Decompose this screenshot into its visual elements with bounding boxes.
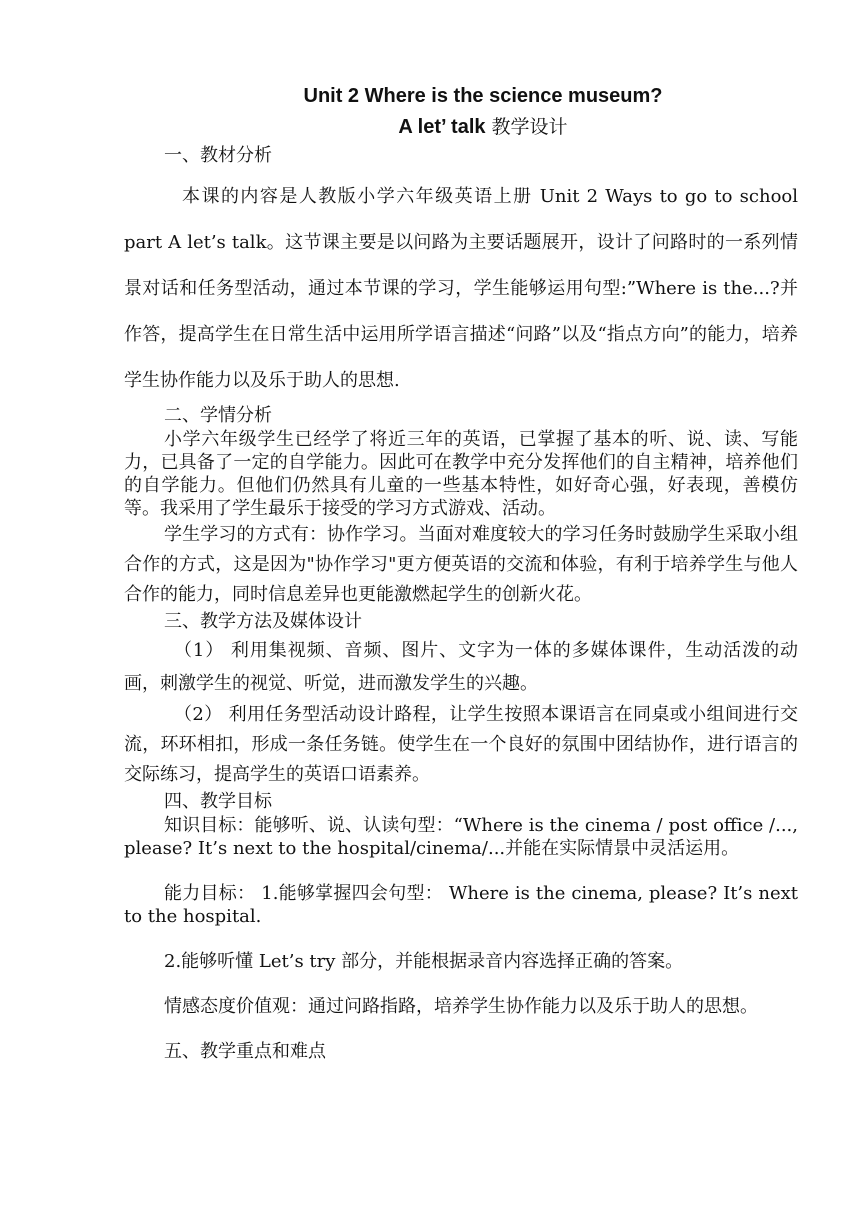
section-heading-4: 四、教学目标: [164, 791, 272, 812]
knowledge-objective: 知识目标：能够听、说、认读句型：“Where is the cinema / post office /..., please? It’s next to the hospital/cinema/...并能在实际情景中灵活运用。: [124, 815, 798, 859]
section-heading-2: 二、学情分析: [164, 405, 272, 426]
section-heading-3: 三、教学方法及媒体设计: [164, 611, 362, 632]
section-heading-5: 五、教学重点和难点: [164, 1041, 326, 1062]
section-2-paragraph-2: 学生学习的方式有：协作学习。当面对难度较大的学习任务时鼓励学生采取小组合作的方式，这是因为"协作学习"更方便英语的交流和体验，有利于培养学生与他人合作的能力，同时信息差异也更能激燃起学生的创新火花。: [124, 524, 798, 605]
document-body: [124, 82, 798, 1064]
subtitle-chinese: 教学设计: [491, 116, 568, 138]
emotion-objective: 情感态度价值观：通过问路指路，培养学生协作能力以及乐于助人的思想。: [164, 996, 758, 1017]
subtitle-english: A let’ talk: [398, 116, 486, 138]
ability-objective-1: 能力目标： 1.能够掌握四会句型： Where is the cinema, please? It’s next to the hospital.: [124, 883, 798, 927]
document-subtitle: [124, 112, 798, 142]
spacer: [124, 1018, 798, 1040]
section-1-paragraph: 本课的内容是人教版小学六年级英语上册 Unit 2 Ways to go to school part A let’s talk。这节课主要是以问路为主要话题展开，设计了问路时的一系列情景对话和任务型活动，通过本节课的学习，学生能够运用句型:”Where is the...?并作答，提高学生在日常生活中运用所学语言描述“问路”以及“指点方向”的能力，培养学生协作能力以及乐于助人的思想.: [124, 186, 798, 391]
section-2-paragraph-1: 小学六年级学生已经学了将近三年的英语，已掌握了基本的听、说、读、写能力，已具备了一定的自学能力。因此可在教学中充分发挥他们的自主精神，培养他们的自学能力。但他们仍然具有儿童的一些基本特性，如好奇心强，好表现，善模仿等。我采用了学生最乐于接受的学习方式游戏、活动。: [124, 429, 798, 519]
section-3-item-2: （2） 利用任务型活动设计路程，让学生按照本课语言在同桌或小组间进行交流，环环相扣，形成一条任务链。使学生在一个良好的氛围中团结协作，进行语言的交际练习，提高学生的英语口语素养。: [124, 704, 798, 785]
document-title: Unit 2 Where is the science museum?: [303, 85, 663, 107]
spacer: [124, 860, 798, 882]
spacer: [124, 973, 798, 995]
section-heading-1: 一、教材分析: [164, 145, 272, 166]
ability-objective-2: 2.能够听懂 Let’s try 部分，并能根据录音内容选择正确的答案。: [164, 951, 684, 972]
section-3-item-1: （1） 利用集视频、音频、图片、文字为一体的多媒体课件，生动活泼的动画，刺激学生的视觉、听觉，进而激发学生的兴趣。: [124, 640, 798, 694]
spacer: [124, 928, 798, 950]
